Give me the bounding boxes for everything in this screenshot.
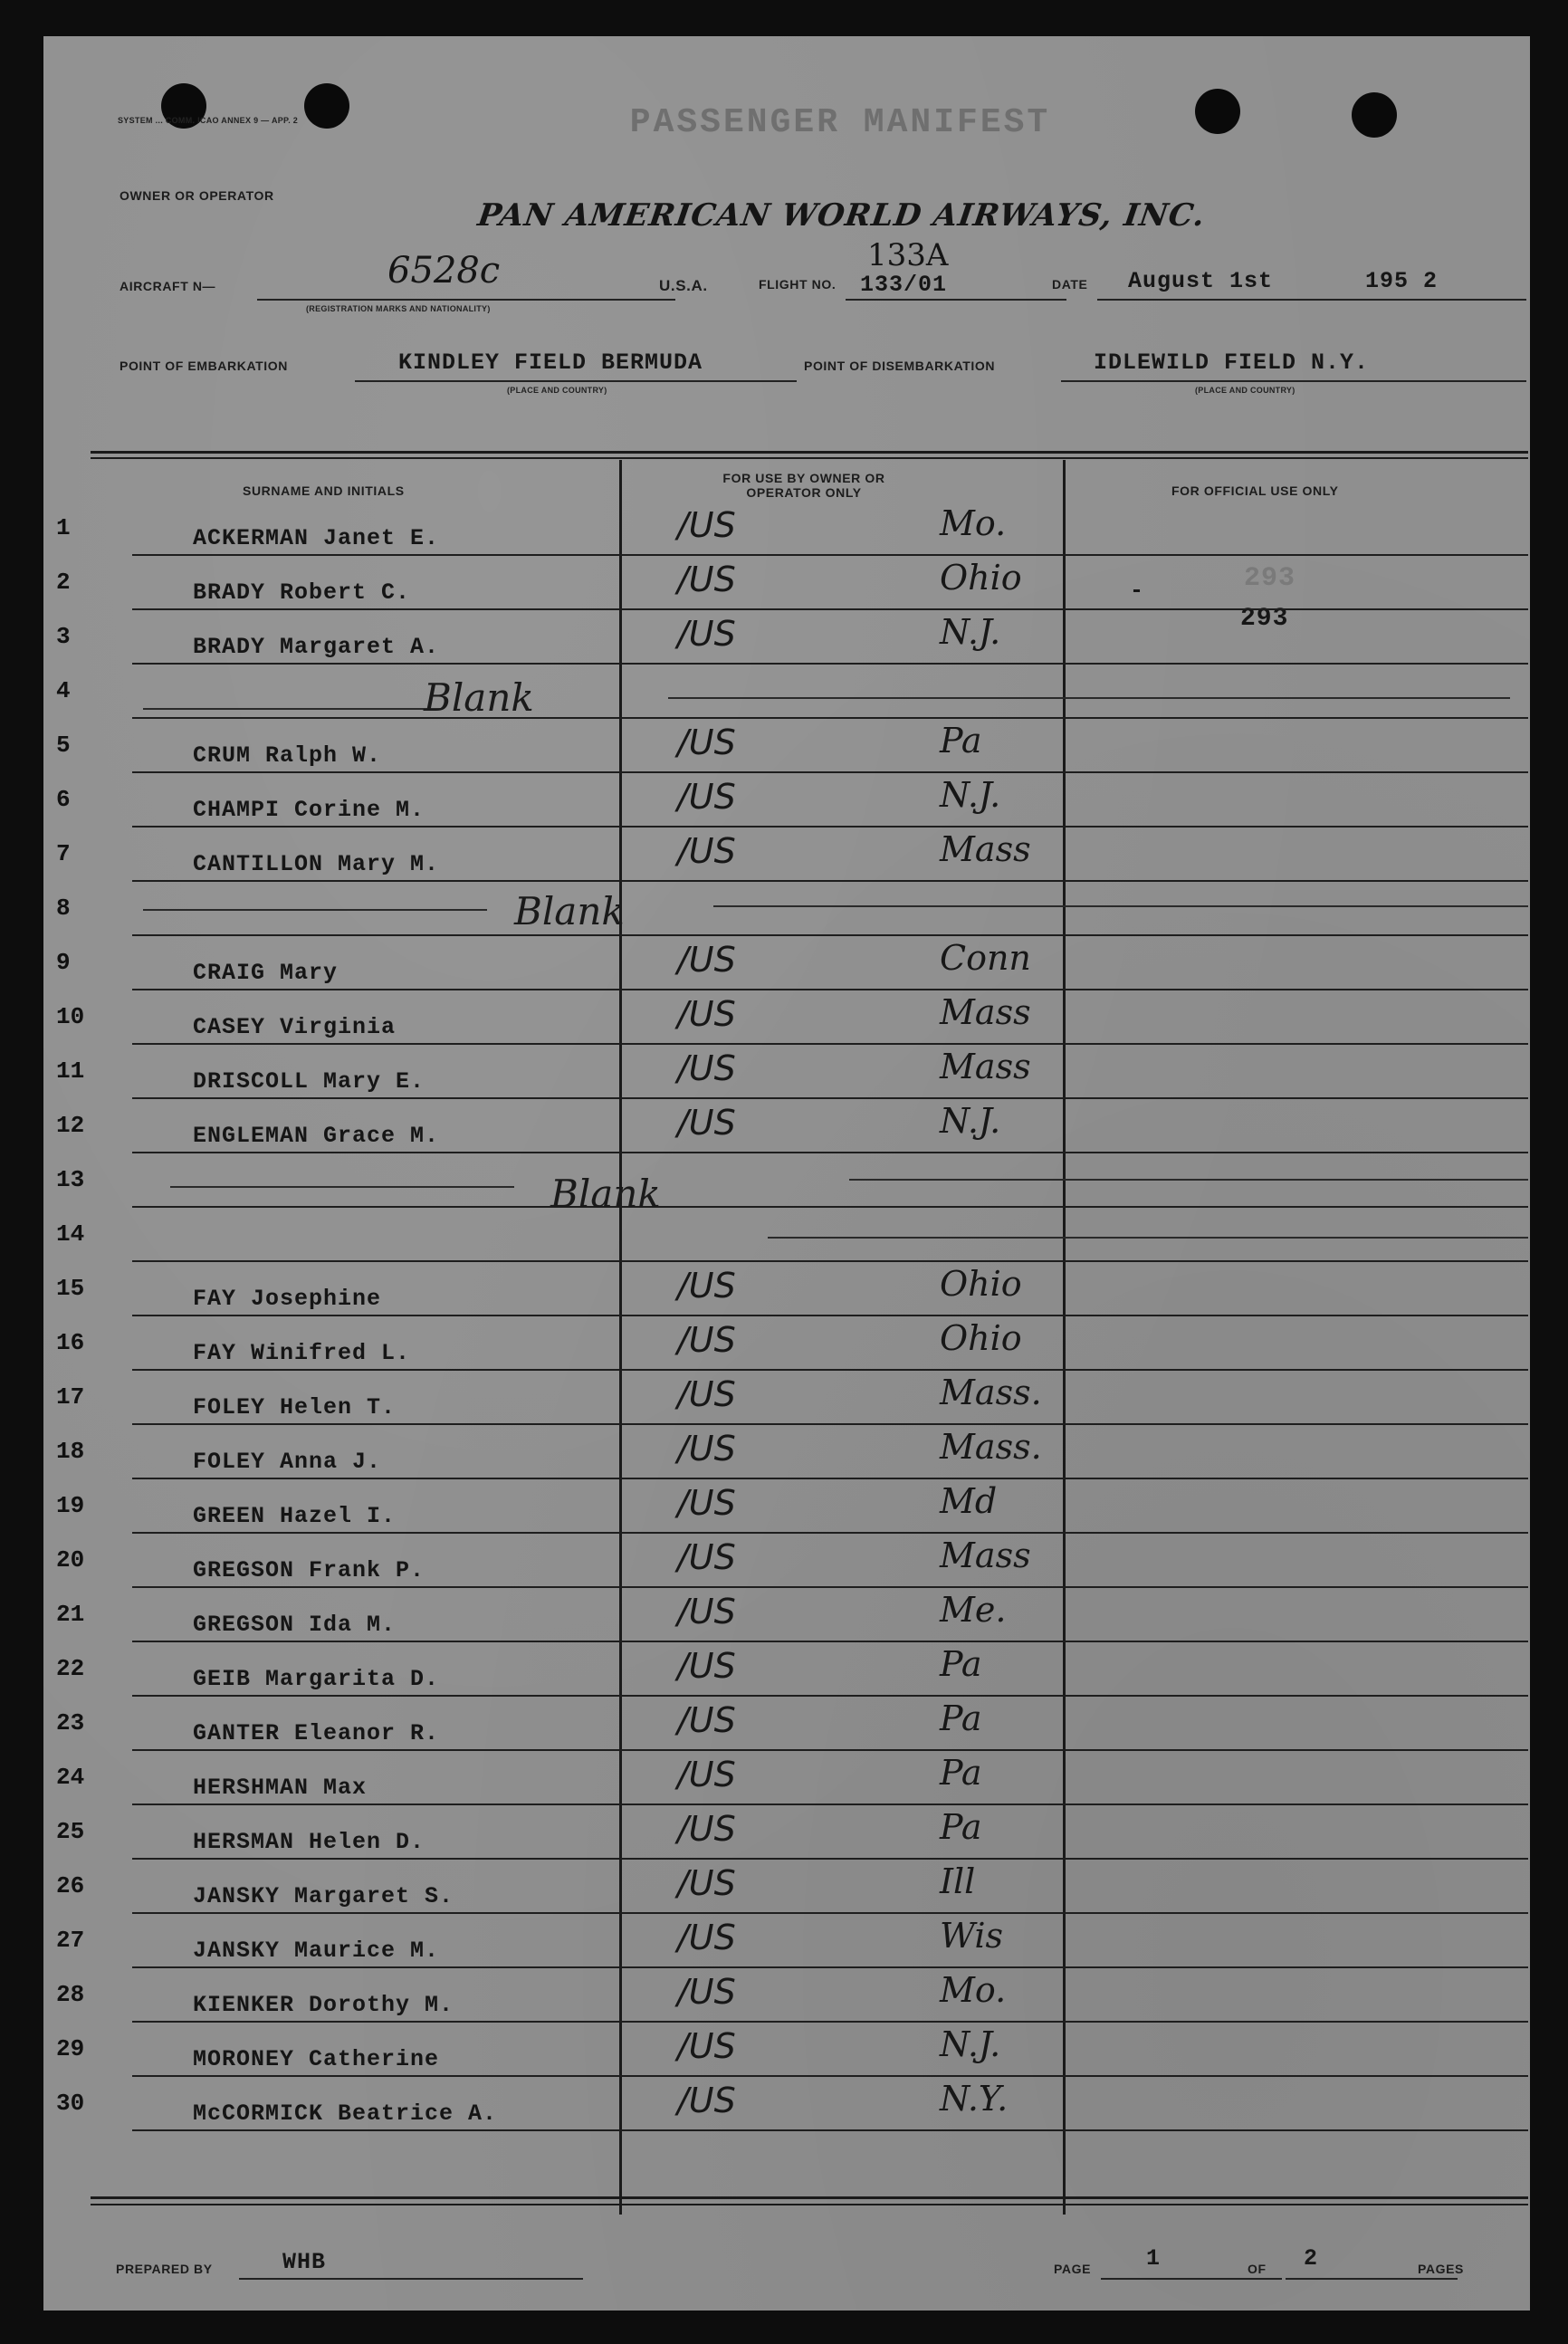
row-number: 5	[56, 732, 71, 759]
passenger-name: CRUM Ralph W.	[193, 742, 382, 769]
aircraft-value: 6528c	[387, 250, 501, 292]
row-number: 7	[56, 840, 71, 867]
passenger-state: Mass	[940, 992, 1031, 1032]
passenger-nationality: /US	[677, 831, 736, 871]
column-divider-2	[1063, 460, 1066, 2215]
passenger-nationality: /US	[677, 994, 736, 1034]
passenger-state: Mass	[940, 1047, 1031, 1086]
passenger-name: BRADY Robert C.	[193, 579, 411, 606]
passenger-name: JANSKY Margaret S.	[193, 1883, 454, 1909]
passenger-name: ACKERMAN Janet E.	[193, 525, 440, 551]
row-number: 24	[56, 1764, 85, 1791]
embark-caption: (PLACE AND COUNTRY)	[507, 386, 607, 395]
row-rule	[132, 2075, 1528, 2077]
passenger-nationality: /US	[677, 1320, 736, 1360]
passenger-name: McCORMICK Beatrice A.	[193, 2100, 498, 2127]
page-label: PAGE	[1054, 2262, 1092, 2276]
passenger-nationality: /US	[677, 2081, 736, 2120]
row-rule	[132, 1152, 1528, 1153]
row-rule	[132, 2021, 1528, 2023]
company-name: PAN AMERICAN WORLD AIRWAYS, INC.	[475, 197, 1208, 234]
row-rule	[132, 1749, 1528, 1751]
passenger-state: Mass.	[940, 1427, 1042, 1467]
row-rule	[132, 1803, 1528, 1805]
row-rule	[132, 1423, 1528, 1425]
year-value: 195 2	[1365, 268, 1439, 294]
row-rule	[132, 663, 1528, 665]
row-rule	[132, 1206, 1528, 1208]
embark-label: POINT OF EMBARKATION	[120, 359, 288, 373]
passenger-nationality: /US	[677, 1266, 736, 1306]
passenger-state: Pa	[940, 721, 982, 761]
column-divider-1	[619, 460, 622, 2215]
page-title: PASSENGER MANIFEST	[629, 103, 1051, 142]
passenger-state: Me.	[940, 1590, 1007, 1630]
passenger-state: Md	[940, 1481, 998, 1521]
passenger-name: FOLEY Helen T.	[193, 1394, 397, 1421]
blank-mark-row-8: Blank	[514, 889, 625, 933]
of-label: OF	[1248, 2262, 1267, 2276]
passenger-nationality: /US	[677, 1374, 736, 1414]
row-rule	[132, 989, 1528, 990]
passenger-nationality: /US	[677, 1755, 736, 1794]
passenger-nationality: /US	[677, 1048, 736, 1088]
row-number: 12	[56, 1112, 85, 1139]
passenger-state: N.J.	[940, 1101, 1001, 1141]
punch-hole-right-1	[1195, 89, 1240, 134]
passenger-name: CRAIG Mary	[193, 960, 339, 986]
registration-caption: (REGISTRATION MARKS AND NATIONALITY)	[306, 304, 491, 313]
passenger-state: Ohio	[940, 558, 1022, 598]
passenger-state: Ohio	[940, 1264, 1022, 1304]
passenger-nationality: /US	[677, 722, 736, 762]
passenger-state: N.J.	[940, 775, 1001, 815]
row-rule	[132, 880, 1528, 882]
row-number: 9	[56, 949, 71, 976]
row-number: 1	[56, 514, 71, 541]
row-rule	[132, 771, 1528, 773]
column-header-surname: SURNAME AND INITIALS	[243, 483, 405, 498]
passenger-nationality: /US	[677, 1700, 736, 1740]
passenger-nationality: /US	[677, 2026, 736, 2066]
flight-label: FLIGHT NO.	[759, 277, 837, 292]
passenger-state: Pa	[940, 1644, 982, 1684]
prepared-value: WHB	[282, 2249, 327, 2275]
row-rule	[132, 1858, 1528, 1860]
passenger-name: HERSMAN Helen D.	[193, 1829, 425, 1855]
row-rule	[132, 1315, 1528, 1316]
row-rule	[132, 1532, 1528, 1534]
passenger-nationality: /US	[677, 1429, 736, 1469]
row-rule	[132, 1478, 1528, 1479]
row-rule	[132, 1912, 1528, 1914]
passenger-state: N.J.	[940, 612, 1001, 652]
row-rule	[132, 717, 1528, 719]
passenger-state: Conn	[940, 938, 1031, 978]
passenger-state: N.J.	[940, 2024, 1001, 2064]
passenger-state: Mo.	[940, 1970, 1007, 2010]
disembark-label: POINT OF DISEMBARKATION	[804, 359, 996, 373]
passenger-nationality: /US	[677, 777, 736, 817]
passenger-name: JANSKY Maurice M.	[193, 1937, 440, 1964]
row-number: 10	[56, 1003, 85, 1030]
row-number: 18	[56, 1438, 85, 1465]
passenger-name: CASEY Virginia	[193, 1014, 397, 1040]
passenger-nationality: /US	[677, 1483, 736, 1523]
passenger-state: Pa	[940, 1807, 982, 1847]
row-rule	[132, 826, 1528, 828]
passenger-state: Ohio	[940, 1318, 1022, 1358]
passenger-nationality: /US	[677, 1918, 736, 1957]
form-corner-note: SYSTEM ... COMM. ICAO ANNEX 9 — APP. 2	[118, 116, 299, 125]
row-rule	[132, 1097, 1528, 1099]
passenger-name: GREEN Hazel I.	[193, 1503, 397, 1529]
of-value: 2	[1304, 2245, 1319, 2272]
passenger-nationality: /US	[677, 505, 736, 545]
passenger-name: BRADY Margaret A.	[193, 634, 440, 660]
passenger-nationality: /US	[677, 1592, 736, 1631]
row-number: 22	[56, 1655, 85, 1682]
row-rule	[132, 1260, 1528, 1262]
passenger-nationality: /US	[677, 560, 736, 599]
passenger-state: Pa	[940, 1698, 982, 1738]
row-number: 8	[56, 895, 71, 922]
passenger-state: Wis	[940, 1916, 1004, 1956]
row-rule	[132, 1043, 1528, 1045]
row-number: 28	[56, 1981, 85, 2008]
row-number: 2	[56, 569, 71, 596]
passenger-state: Mass.	[940, 1373, 1042, 1412]
pages-label: PAGES	[1418, 2262, 1464, 2276]
manifest-sheet	[43, 36, 1530, 2311]
passenger-name: DRISCOLL Mary E.	[193, 1068, 425, 1095]
passenger-name: GEIB Margarita D.	[193, 1666, 440, 1692]
blank-mark-row-4: Blank	[424, 675, 534, 720]
row-number: 6	[56, 786, 71, 813]
row-number: 13	[56, 1166, 85, 1193]
column-header-owner-use: FOR USE BY OWNER OR OPERATOR ONLY	[722, 471, 885, 500]
official-stamp-faint: 293	[1244, 563, 1296, 594]
passenger-name: ENGLEMAN Grace M.	[193, 1123, 440, 1149]
passenger-state: N.Y.	[940, 2079, 1009, 2119]
passenger-name: GREGSON Ida M.	[193, 1612, 397, 1638]
date-value: August 1st	[1128, 268, 1274, 294]
passenger-nationality: /US	[677, 1537, 736, 1577]
row-number: 19	[56, 1492, 85, 1519]
prepared-label: PREPARED BY	[116, 2262, 213, 2276]
disembark-value: IDLEWILD FIELD N.Y.	[1094, 349, 1370, 376]
row-number: 14	[56, 1220, 85, 1248]
row-number: 15	[56, 1275, 85, 1302]
passenger-nationality: /US	[677, 1863, 736, 1903]
column-header-official-use: FOR OFFICIAL USE ONLY	[1171, 483, 1339, 498]
row-number: 4	[56, 677, 71, 704]
passenger-name: KIENKER Dorothy M.	[193, 1992, 454, 2018]
row-rule	[132, 1966, 1528, 1968]
row-rule	[132, 1369, 1528, 1371]
row-rule	[132, 2129, 1528, 2131]
row-rule	[132, 554, 1528, 556]
row-number: 11	[56, 1057, 85, 1085]
row-number: 16	[56, 1329, 85, 1356]
passenger-nationality: /US	[677, 614, 736, 654]
passenger-nationality: /US	[677, 1646, 736, 1686]
usa-label: U.S.A.	[659, 277, 708, 294]
passenger-nationality: /US	[677, 940, 736, 980]
passenger-name: GREGSON Frank P.	[193, 1557, 425, 1583]
row-number: 27	[56, 1927, 85, 1954]
row-number: 20	[56, 1546, 85, 1574]
row-rule	[132, 1641, 1528, 1642]
passenger-state: Mo.	[940, 503, 1007, 543]
passenger-name: MORONEY Catherine	[193, 2046, 440, 2072]
row-rule	[132, 934, 1528, 936]
row-rule	[132, 1695, 1528, 1697]
official-dash: -	[1130, 578, 1145, 604]
row-number: 30	[56, 2090, 85, 2117]
passenger-state: Mass	[940, 1536, 1031, 1575]
row-number: 25	[56, 1818, 85, 1845]
passenger-nationality: /US	[677, 1103, 736, 1143]
embark-value: KINDLEY FIELD BERMUDA	[398, 349, 703, 376]
punch-hole-right-2	[1352, 92, 1397, 138]
passenger-state: Ill	[940, 1861, 976, 1901]
owner-label: OWNER OR OPERATOR	[120, 188, 274, 203]
date-label: DATE	[1052, 277, 1088, 292]
row-number: 29	[56, 2035, 85, 2062]
passenger-nationality: /US	[677, 1809, 736, 1849]
passenger-name: HERSHMAN Max	[193, 1775, 368, 1801]
aircraft-label: AIRCRAFT N—	[120, 279, 216, 293]
disembark-caption: (PLACE AND COUNTRY)	[1195, 386, 1296, 395]
row-number: 23	[56, 1709, 85, 1736]
row-number: 21	[56, 1601, 85, 1628]
row-rule	[132, 608, 1528, 610]
passenger-state: Mass	[940, 829, 1031, 869]
passenger-nationality: /US	[677, 1972, 736, 2012]
flight-value: 133/01	[860, 272, 948, 298]
passenger-state: Pa	[940, 1753, 982, 1793]
blank-mark-row-13: Blank	[550, 1172, 661, 1216]
passenger-name: FOLEY Anna J.	[193, 1449, 382, 1475]
row-rule	[132, 1586, 1528, 1588]
passenger-name: FAY Winifred L.	[193, 1340, 411, 1366]
passenger-name: CHAMPI Corine M.	[193, 797, 425, 823]
flight-handwritten: 133A	[867, 237, 949, 273]
official-stamp: 293	[1240, 605, 1289, 633]
row-number: 3	[56, 623, 71, 650]
passenger-name: CANTILLON Mary M.	[193, 851, 440, 877]
passenger-name: GANTER Eleanor R.	[193, 1720, 440, 1746]
row-number: 26	[56, 1872, 85, 1899]
row-number: 17	[56, 1383, 85, 1411]
passenger-name: FAY Josephine	[193, 1286, 382, 1312]
page-value: 1	[1146, 2245, 1162, 2272]
